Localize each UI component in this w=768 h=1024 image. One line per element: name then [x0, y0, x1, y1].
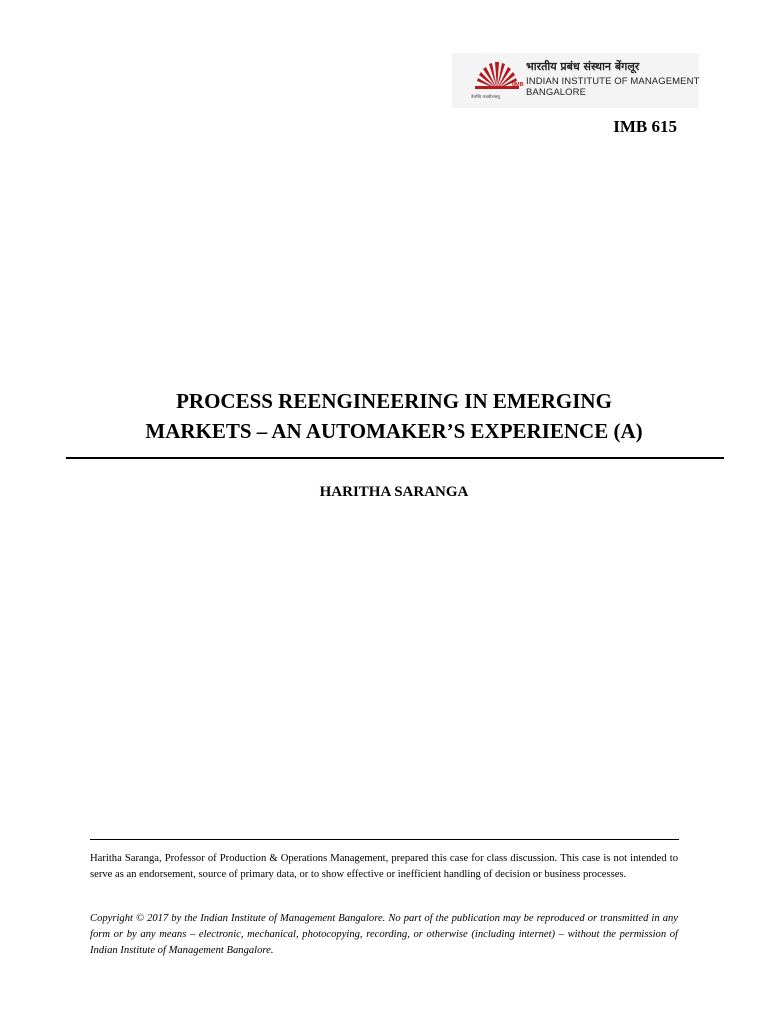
author-note: Haritha Saranga, Professor of Production & Operations Management, prepared this case for class discussion. This case is not intended to serve as an endorsement, source of primary data, or to show effective or inefficient handling of decision or business processes.: [90, 853, 678, 880]
footnote-divider: [90, 839, 679, 840]
title-divider: [66, 457, 724, 459]
emblem-mark-text: IIMB: [512, 82, 524, 88]
case-title-line1: PROCESS REENGINEERING IN EMERGING: [176, 389, 612, 413]
case-title-line2: MARKETS – AN AUTOMAKER’S EXPERIENCE (A): [145, 419, 643, 443]
iimb-emblem-icon: [468, 59, 526, 103]
institution-name-line2: BANGALORE: [526, 87, 587, 98]
copyright-notice: Copyright © 2017 by the Indian Institute of Management Bangalore. No part of the publication may be reproduced or transmitted in any form or by any means – electronic, mechanical, photocopying, recording, or otherwise (including internet) – without the permission of Indian Institute of Management Bangalore.: [90, 913, 678, 956]
emblem-motto: तेजस्वि नावधीतमस्तु: [471, 94, 500, 99]
logo-wordmark: [526, 61, 699, 98]
case-title: [64, 386, 724, 446]
institution-name-hindi: भारतीय प्रबंध संस्थान बेंगलूर: [526, 60, 640, 73]
document-code: IMB 615: [613, 117, 677, 136]
institution-name-line1: INDIAN INSTITUTE OF MANAGEMENT: [526, 76, 700, 87]
institution-logo: [452, 53, 699, 108]
case-author: HARITHA SARANGA: [319, 484, 469, 500]
